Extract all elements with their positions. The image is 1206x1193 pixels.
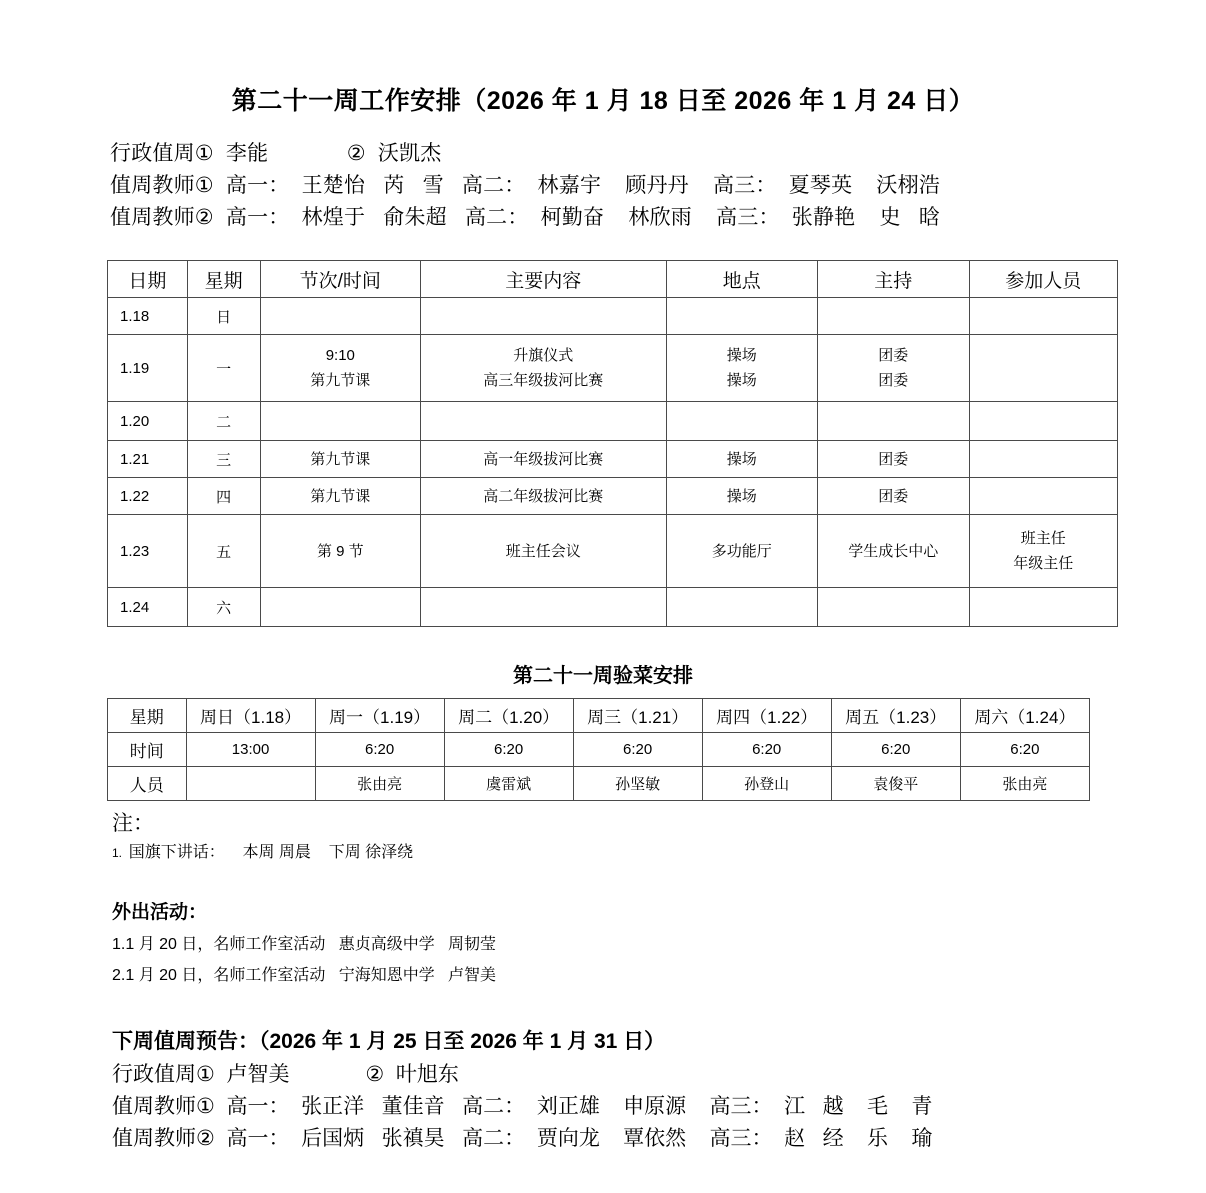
- inspection-cell: 周二（1.20）: [444, 699, 573, 733]
- cell-location: [666, 588, 818, 627]
- cell-line: 9:10: [325, 347, 355, 364]
- next-week-teacher-duty-line-2: 值周教师② 高一： 后国炳 张禛昊 高二： 贾向龙 覃依然 高三： 赵 经 乐 瑜: [112, 1127, 933, 1150]
- cell-line: 操场: [726, 450, 757, 468]
- inspection-cell: 周四（1.22）: [702, 699, 831, 733]
- schedule-table-header-row: [108, 261, 1118, 298]
- cell-line: 操场: [726, 487, 757, 505]
- outing-list: [112, 929, 1206, 991]
- col-header-date: 日期: [108, 261, 188, 298]
- inspection-row-time: [108, 733, 1090, 767]
- inspection-cell: 6:20: [960, 733, 1089, 767]
- cell-line: 第九节课: [310, 372, 371, 389]
- notes-title: 注：: [112, 812, 154, 835]
- note-text: 国旗下讲话： 本周 周晨 下周 徐泽绕: [128, 844, 414, 861]
- duty-header-block: [0, 138, 1206, 234]
- cell-location: [666, 515, 818, 588]
- cell-period: [260, 515, 421, 588]
- inspection-row-weekday: [108, 699, 1090, 733]
- inspection-cell: 周一（1.19）: [315, 699, 444, 733]
- note-number: 1.: [112, 846, 129, 860]
- cell-line: 团委: [878, 347, 909, 364]
- inspection-cell: 孙坚敏: [573, 767, 702, 801]
- cell-weekday: 日: [187, 298, 260, 335]
- inspection-table-body: [108, 699, 1090, 801]
- cell-participants: [969, 298, 1118, 335]
- cell-line: 操场: [726, 347, 757, 364]
- cell-period: [260, 441, 421, 478]
- cell-host: [818, 441, 970, 478]
- table-row: [108, 402, 1118, 441]
- cell-line: 第九节课: [310, 450, 371, 468]
- col-header-content: 主要内容: [421, 261, 666, 298]
- inspection-cell: 虞雷斌: [444, 767, 573, 801]
- inspection-cell: 6:20: [573, 733, 702, 767]
- inspection-cell: 周五（1.23）: [831, 699, 960, 733]
- note-item: [112, 839, 1206, 867]
- cell-content: [421, 588, 666, 627]
- cell-content: [421, 402, 666, 441]
- cell-line: 团委: [878, 450, 909, 468]
- cell-participants: [969, 588, 1118, 627]
- schedule-table-wrapper: [0, 260, 1206, 627]
- inspection-cell: 袁俊平: [831, 767, 960, 801]
- cell-weekday: 六: [187, 588, 260, 627]
- cell-host: [818, 298, 970, 335]
- col-header-weekday: 星期: [187, 261, 260, 298]
- inspection-cell: 6:20: [831, 733, 960, 767]
- schedule-table: [107, 260, 1118, 627]
- cell-location: [666, 402, 818, 441]
- cell-line: 年级主任: [1013, 555, 1074, 572]
- cell-date: 1.24: [108, 588, 188, 627]
- cell-content: [421, 478, 666, 515]
- inspection-cell: [186, 767, 315, 801]
- next-week-title: 下周值周预告：（2026 年 1 月 25 日至 2026 年 1 月 31 日）: [112, 1030, 666, 1053]
- cell-weekday: 一: [187, 335, 260, 402]
- cell-period: [260, 402, 421, 441]
- inspection-cell: 6:20: [444, 733, 573, 767]
- cell-participants: [969, 478, 1118, 515]
- inspection-row-label: 星期: [108, 699, 187, 733]
- cell-content: [421, 298, 666, 335]
- cell-line: 高一年级拔河比赛: [483, 450, 604, 468]
- col-header-host: 主持: [818, 261, 970, 298]
- cell-date: 1.23: [108, 515, 188, 588]
- inspection-row-label: 人员: [108, 767, 187, 801]
- teacher-duty-line-2: 值周教师② 高一： 林煌于 俞朱超 高二： 柯勤奋 林欣雨 高三： 张静艳 史 晗: [110, 206, 941, 229]
- cell-line: 第 9 节: [316, 542, 364, 560]
- inspection-cell: 张由亮: [960, 767, 1089, 801]
- schedule-table-body: [108, 298, 1118, 627]
- outing-section: [0, 867, 1206, 991]
- next-week-teacher-duty-line-1: 值周教师① 高一： 张正洋 董佳音 高二： 刘正雄 申原源 高三： 江 越 毛 青: [112, 1095, 933, 1118]
- cell-line: 团委: [878, 372, 909, 389]
- table-row: [108, 441, 1118, 478]
- inspection-cell: 13:00: [186, 733, 315, 767]
- table-row: [108, 298, 1118, 335]
- inspection-table-wrapper: [0, 698, 1206, 801]
- inspection-cell: 周日（1.18）: [186, 699, 315, 733]
- cell-line: 高三年级拔河比赛: [483, 372, 604, 389]
- notes-section: [0, 801, 1206, 867]
- col-header-period: 节次/时间: [260, 261, 421, 298]
- cell-period: [260, 298, 421, 335]
- cell-line: 团委: [878, 487, 909, 505]
- cell-participants: [969, 335, 1118, 402]
- cell-weekday: 二: [187, 402, 260, 441]
- cell-host: [818, 402, 970, 441]
- cell-line: 操场: [726, 372, 757, 389]
- cell-location: [666, 478, 818, 515]
- cell-date: 1.18: [108, 298, 188, 335]
- teacher-duty-line-1: 值周教师① 高一： 王楚怡 芮 雪 高二： 林嘉宇 顾丹丹 高三： 夏琴英 沃栩浩: [110, 174, 941, 197]
- cell-line: 升旗仪式: [513, 347, 574, 364]
- notes-list: [112, 839, 1206, 867]
- table-row: [108, 588, 1118, 627]
- next-week-section: [0, 991, 1206, 1155]
- cell-participants: [969, 402, 1118, 441]
- outing-item: 2.1 月 20 日，名师工作室活动 宁海知恩中学 卢智美: [112, 967, 497, 984]
- cell-line: 班主任会议: [505, 542, 581, 560]
- page-title: 第二十一周工作安排（2026 年 1 月 18 日至 2026 年 1 月 24 日）: [231, 87, 975, 115]
- inspection-cell: 周六（1.24）: [960, 699, 1089, 733]
- cell-line: 多功能厅: [711, 542, 772, 560]
- cell-date: 1.20: [108, 402, 188, 441]
- cell-period: [260, 335, 421, 402]
- inspection-cell: 6:20: [702, 733, 831, 767]
- cell-host: [818, 515, 970, 588]
- table-row: [108, 335, 1118, 402]
- inspection-cell: 周三（1.21）: [573, 699, 702, 733]
- outing-title: 外出活动：: [112, 902, 208, 923]
- col-header-participants: 参加人员: [969, 261, 1118, 298]
- col-header-location: 地点: [666, 261, 818, 298]
- cell-location: [666, 335, 818, 402]
- cell-date: 1.22: [108, 478, 188, 515]
- cell-period: [260, 588, 421, 627]
- cell-weekday: 三: [187, 441, 260, 478]
- cell-period: [260, 478, 421, 515]
- cell-participants: [969, 515, 1118, 588]
- cell-participants: [969, 441, 1118, 478]
- admin-duty-line: 行政值周① 李能 ② 沃凯杰: [110, 142, 442, 165]
- table-row: [108, 515, 1118, 588]
- cell-line: 第九节课: [310, 487, 371, 505]
- inspection-cell: 孙登山: [702, 767, 831, 801]
- next-week-admin-duty-line: 行政值周① 卢智美 ② 叶旭东: [112, 1063, 459, 1086]
- cell-date: 1.21: [108, 441, 188, 478]
- inspection-row-label: 时间: [108, 733, 187, 767]
- cell-date: 1.19: [108, 335, 188, 402]
- inspection-title: 第二十一周验菜安排: [513, 665, 693, 687]
- cell-location: [666, 298, 818, 335]
- cell-content: [421, 515, 666, 588]
- cell-content: [421, 335, 666, 402]
- cell-host: [818, 588, 970, 627]
- cell-host: [818, 478, 970, 515]
- cell-line: 高二年级拔河比赛: [483, 487, 604, 505]
- cell-weekday: 四: [187, 478, 260, 515]
- inspection-cell: 6:20: [315, 733, 444, 767]
- cell-line: 班主任: [1020, 530, 1066, 547]
- cell-content: [421, 441, 666, 478]
- inspection-cell: 张由亮: [315, 767, 444, 801]
- cell-weekday: 五: [187, 515, 260, 588]
- table-row: [108, 478, 1118, 515]
- inspection-table: [107, 698, 1090, 801]
- outing-item: 1.1 月 20 日，名师工作室活动 惠贞高级中学 周韧莹: [112, 936, 497, 953]
- inspection-row-people: [108, 767, 1090, 801]
- cell-location: [666, 441, 818, 478]
- cell-host: [818, 335, 970, 402]
- cell-line: 学生成长中心: [848, 542, 939, 560]
